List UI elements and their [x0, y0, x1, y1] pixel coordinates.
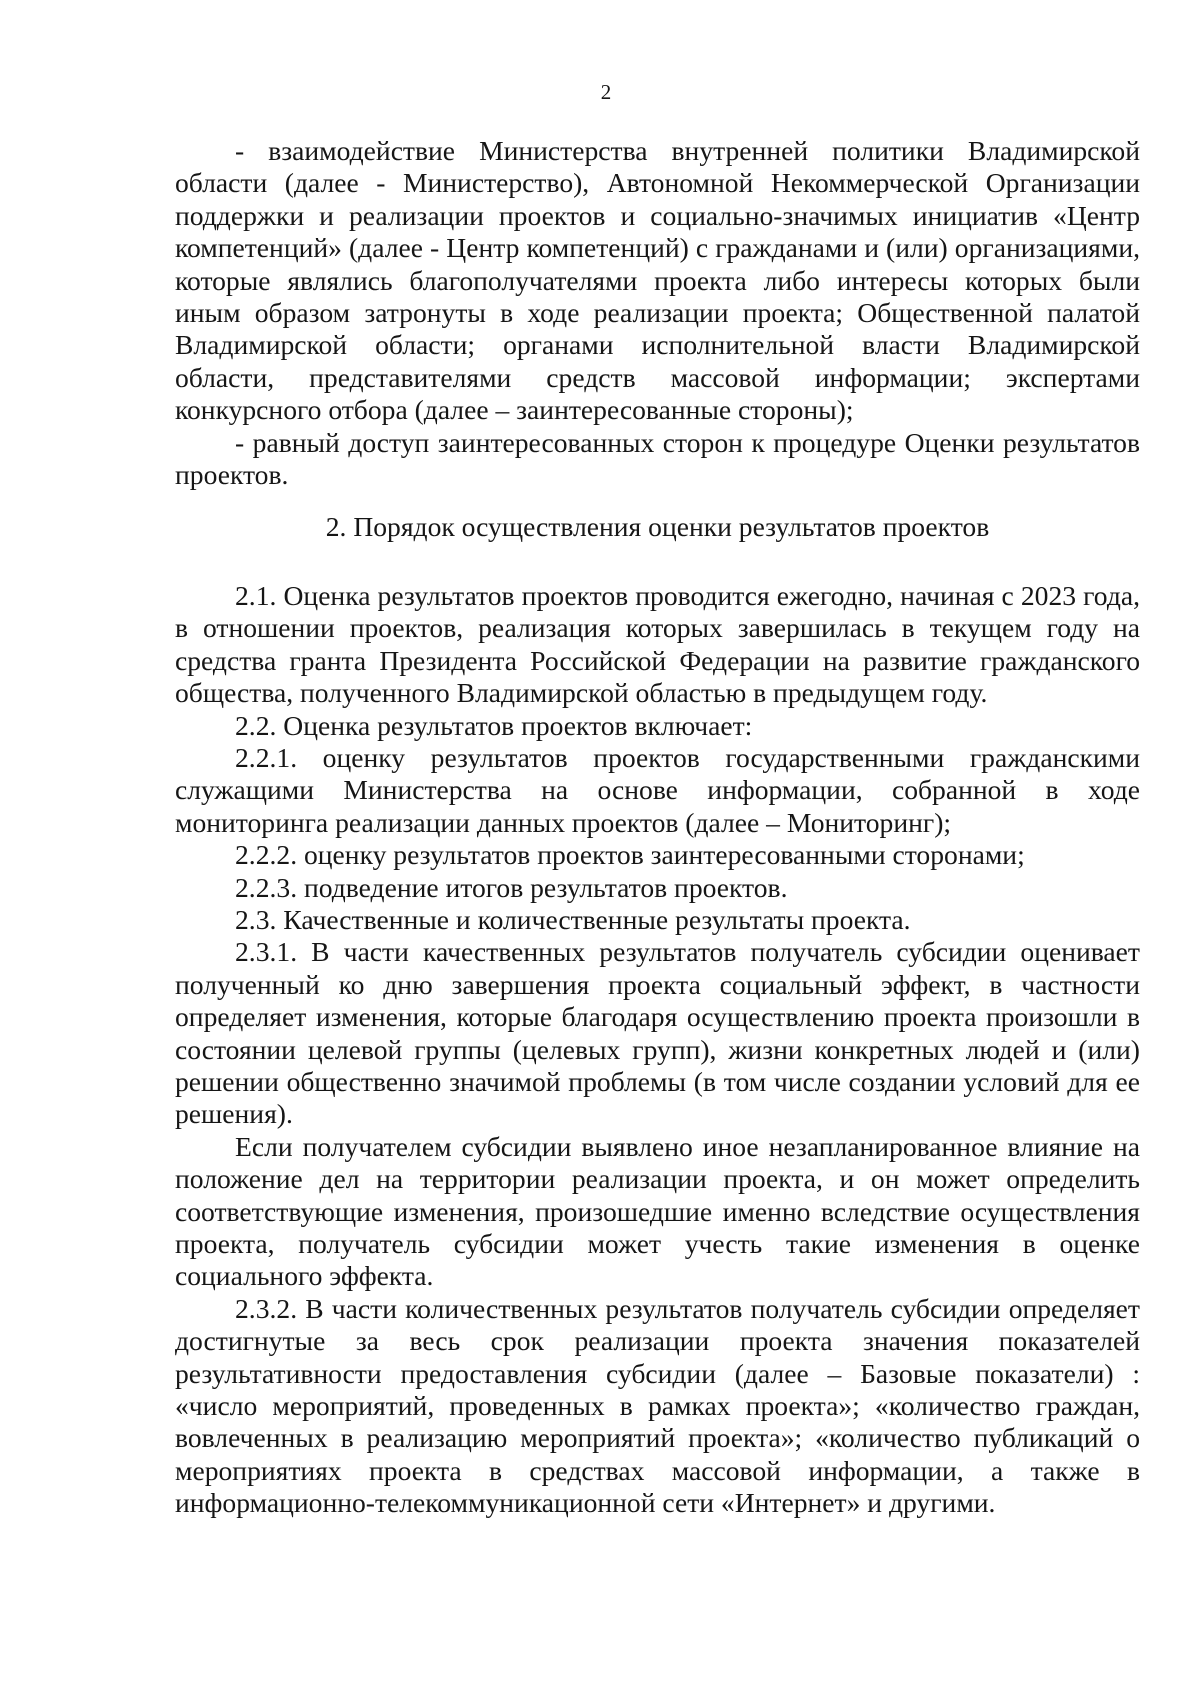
paragraph-2-3-1: 2.3.1. В части качественных результатов получатель субсидии оценивает полученный ко дню завершения проекта социальный эффект, в частности определяет изменения, которые благодаря осуществлению проекта произошли в состоянии целевой группы (целевых групп), жизни конкретных людей и (или) решении общественно значимой проблемы (в том числе создании условий для ее решения).: [175, 936, 1140, 1130]
paragraph-2-1: 2.1. Оценка результатов проектов проводится ежегодно, начиная с 2023 года, в отношении проектов, реализация которых завершилась в текущем году на средства гранта Президента Российской Федерации на развитие гражданского общества, полученного Владимирской областью в предыдущем году.: [175, 579, 1140, 709]
document-body: [175, 135, 1140, 1520]
paragraph-2-2-1: 2.2.1. оценку результатов проектов государственными гражданскими служащими Министерства на основе информации, собранной в ходе мониторинга реализации данных проектов (далее – Мониторинг);: [175, 741, 1140, 838]
paragraph-2-2-3: 2.2.3. подведение итогов результатов проектов.: [235, 871, 788, 903]
page-number: 2: [600, 80, 612, 104]
paragraph-equal-access: - равный доступ заинтересованных сторон к процедуре Оценки результатов проектов.: [175, 426, 1140, 491]
paragraph-2-2: 2.2. Оценка результатов проектов включает:: [235, 709, 753, 741]
paragraph-stakeholder-interaction: - взаимодействие Министерства внутренней политики Владимирской области (далее - Министерство), Автономной Некоммерческой Организации поддержки и реализации проектов и социально-значимых инициатив «Центр компетенций» (далее - Центр компетенций) с гражданами и (или) организациями, которые являлись благополучателями проекта либо интересы которых были иным образом затронуты в ходе реализации проекта; Общественной палатой Владимирской области; органами исполнительной власти Владимирской области, представителями средств массовой информации; экспертами конкурсного отбора (далее – заинтересованные стороны);: [175, 135, 1140, 426]
paragraph-2-3: 2.3. Качественные и количественные результаты проекта.: [235, 903, 911, 935]
paragraph-unplanned-influence: Если получателем субсидии выявлено иное незапланированное влияние на положение дел на территории реализации проекта, и он может определить соответствующие изменения, произошедшие именно вследствие осуществления проекта, получатель субсидии может учесть такие изменения в оценке социального эффекта.: [175, 1130, 1140, 1292]
section-heading-text: 2. Порядок осуществления оценки результатов проектов: [325, 511, 990, 543]
paragraph-2-3-2: 2.3.2. В части количественных результатов получатель субсидии определяет достигнутые за весь срок реализации проекта значения показателей результативности предоставления субсидии (далее – Базовые показатели) : «число мероприятий, проведенных в рамках проекта»; «количество граждан, вовлеченных в реализацию мероприятий проекта»; «количество публикаций о мероприятиях проекта в средствах массовой информации, а также в информационно-телекоммуникационной сети «Интернет» и другими.: [175, 1292, 1140, 1519]
paragraph-2-2-2: 2.2.2. оценку результатов проектов заинтересованными сторонами;: [235, 839, 1025, 871]
section-heading: [175, 511, 1140, 543]
